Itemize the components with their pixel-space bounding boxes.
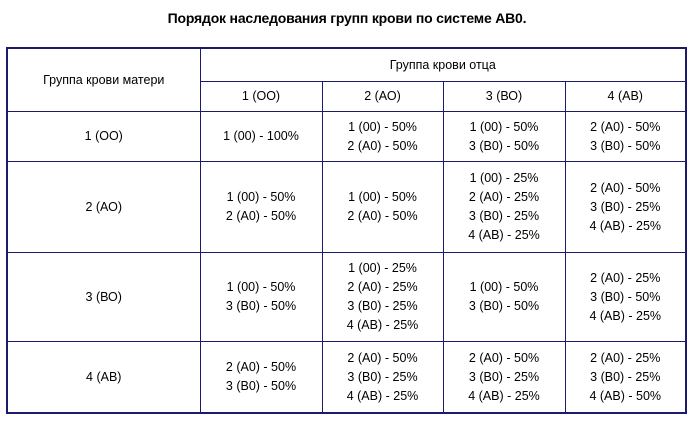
- cell-line: 3 (В0) - 50%: [590, 289, 661, 304]
- table-cell: [443, 162, 565, 253]
- cell-line: 1 (00) - 50%: [469, 280, 539, 294]
- cell-line: 4 (АВ) - 25%: [346, 318, 419, 332]
- father-header-label: Группа крови отца: [389, 57, 496, 72]
- mother-group-cell: 2 (АО): [7, 162, 200, 253]
- table-cell: [565, 112, 686, 162]
- cell-line: 4 (АВ) - 25%: [589, 308, 662, 323]
- cell-line: 3 (В0) - 50%: [225, 299, 297, 313]
- cell-line: 2 (А0) - 50%: [347, 209, 418, 223]
- page-title: Порядок наследования групп крови по системе АВ0.: [167, 10, 527, 26]
- mother-group-cell: 4 (АВ): [7, 342, 200, 414]
- cell-line: 2 (А0) - 25%: [590, 350, 661, 365]
- cell-line: 3 (В0) - 50%: [468, 299, 540, 313]
- cell-line: 1 (00) - 50%: [226, 190, 296, 204]
- cell-line: 3 (В0) - 25%: [347, 299, 418, 313]
- cell-line: 2 (А0) - 50%: [225, 360, 297, 374]
- cell-line: 1 (00) - 50%: [348, 119, 417, 134]
- table-cell: [322, 253, 443, 342]
- cell-line: 1 (00) - 50%: [348, 190, 417, 204]
- cell-line: 3 (В0) - 50%: [468, 138, 540, 153]
- table-cell: [200, 112, 322, 162]
- table-cell: [565, 342, 686, 414]
- cell-line: 4 (АВ) - 50%: [589, 388, 662, 403]
- mother-header-label: Группа крови матери: [43, 72, 165, 87]
- table-cell: [443, 342, 565, 414]
- cell-line: 3 (В0) - 25%: [347, 369, 418, 384]
- cell-line: 2 (А0) - 50%: [347, 138, 418, 153]
- table-row: [7, 253, 686, 342]
- table-row: [7, 112, 686, 162]
- table-cell: [565, 253, 686, 342]
- father-column-header: 3 (ВО): [443, 82, 565, 112]
- cell-line: 1 (00) - 50%: [469, 119, 539, 134]
- table-cell: [322, 162, 443, 253]
- mother-group-cell: 1 (ОО): [7, 112, 200, 162]
- cell-line: 2 (А0) - 50%: [468, 350, 540, 365]
- cell-line: 2 (А0) - 50%: [225, 209, 297, 223]
- father-column-header: 4 (АВ): [565, 82, 686, 112]
- cell-line: 2 (А0) - 50%: [347, 350, 418, 365]
- table-cell: [443, 112, 565, 162]
- cell-line: 3 (В0) - 50%: [590, 138, 661, 153]
- cell-line: 2 (А0) - 50%: [590, 119, 661, 134]
- cell-line: 2 (А0) - 25%: [468, 190, 540, 204]
- cell-line: 2 (А0) - 25%: [590, 270, 661, 285]
- cell-line: 3 (В0) - 25%: [590, 369, 661, 384]
- mother-group-cell: 3 (ВО): [7, 253, 200, 342]
- cell-line: 3 (В0) - 25%: [468, 369, 540, 384]
- table-cell: [565, 162, 686, 253]
- father-column-header: 1 (ОО): [200, 82, 322, 112]
- cell-line: 2 (А0) - 25%: [347, 280, 418, 294]
- table-row: [7, 162, 686, 253]
- father-header-cell: [200, 48, 686, 82]
- cell-line: 4 (АВ) - 25%: [468, 228, 540, 242]
- cell-line: 3 (В0) - 25%: [468, 209, 540, 223]
- table-cell: [322, 112, 443, 162]
- cell-line: 3 (В0) - 50%: [225, 379, 297, 393]
- cell-line: 1 (00) - 25%: [469, 171, 539, 185]
- table-cell: [200, 162, 322, 253]
- cell-line: 4 (АВ) - 25%: [589, 218, 662, 233]
- mother-header-cell: [7, 48, 200, 112]
- table-row: [7, 342, 686, 414]
- cell-line: 2 (А0) - 50%: [590, 180, 661, 195]
- cell-line: 4 (АВ) - 25%: [346, 388, 419, 403]
- inheritance-table: [6, 47, 687, 414]
- table-cell: [443, 253, 565, 342]
- cell-line: 1 (00) - 100%: [223, 129, 299, 143]
- cell-line: 1 (00) - 25%: [348, 261, 417, 275]
- table-cell: [322, 342, 443, 414]
- table-cell: [200, 253, 322, 342]
- cell-line: 3 (В0) - 25%: [590, 199, 661, 214]
- father-column-header: 2 (АО): [322, 82, 443, 112]
- cell-line: 4 (АВ) - 25%: [468, 388, 540, 403]
- cell-line: 1 (00) - 50%: [226, 280, 296, 294]
- table-cell: [200, 342, 322, 414]
